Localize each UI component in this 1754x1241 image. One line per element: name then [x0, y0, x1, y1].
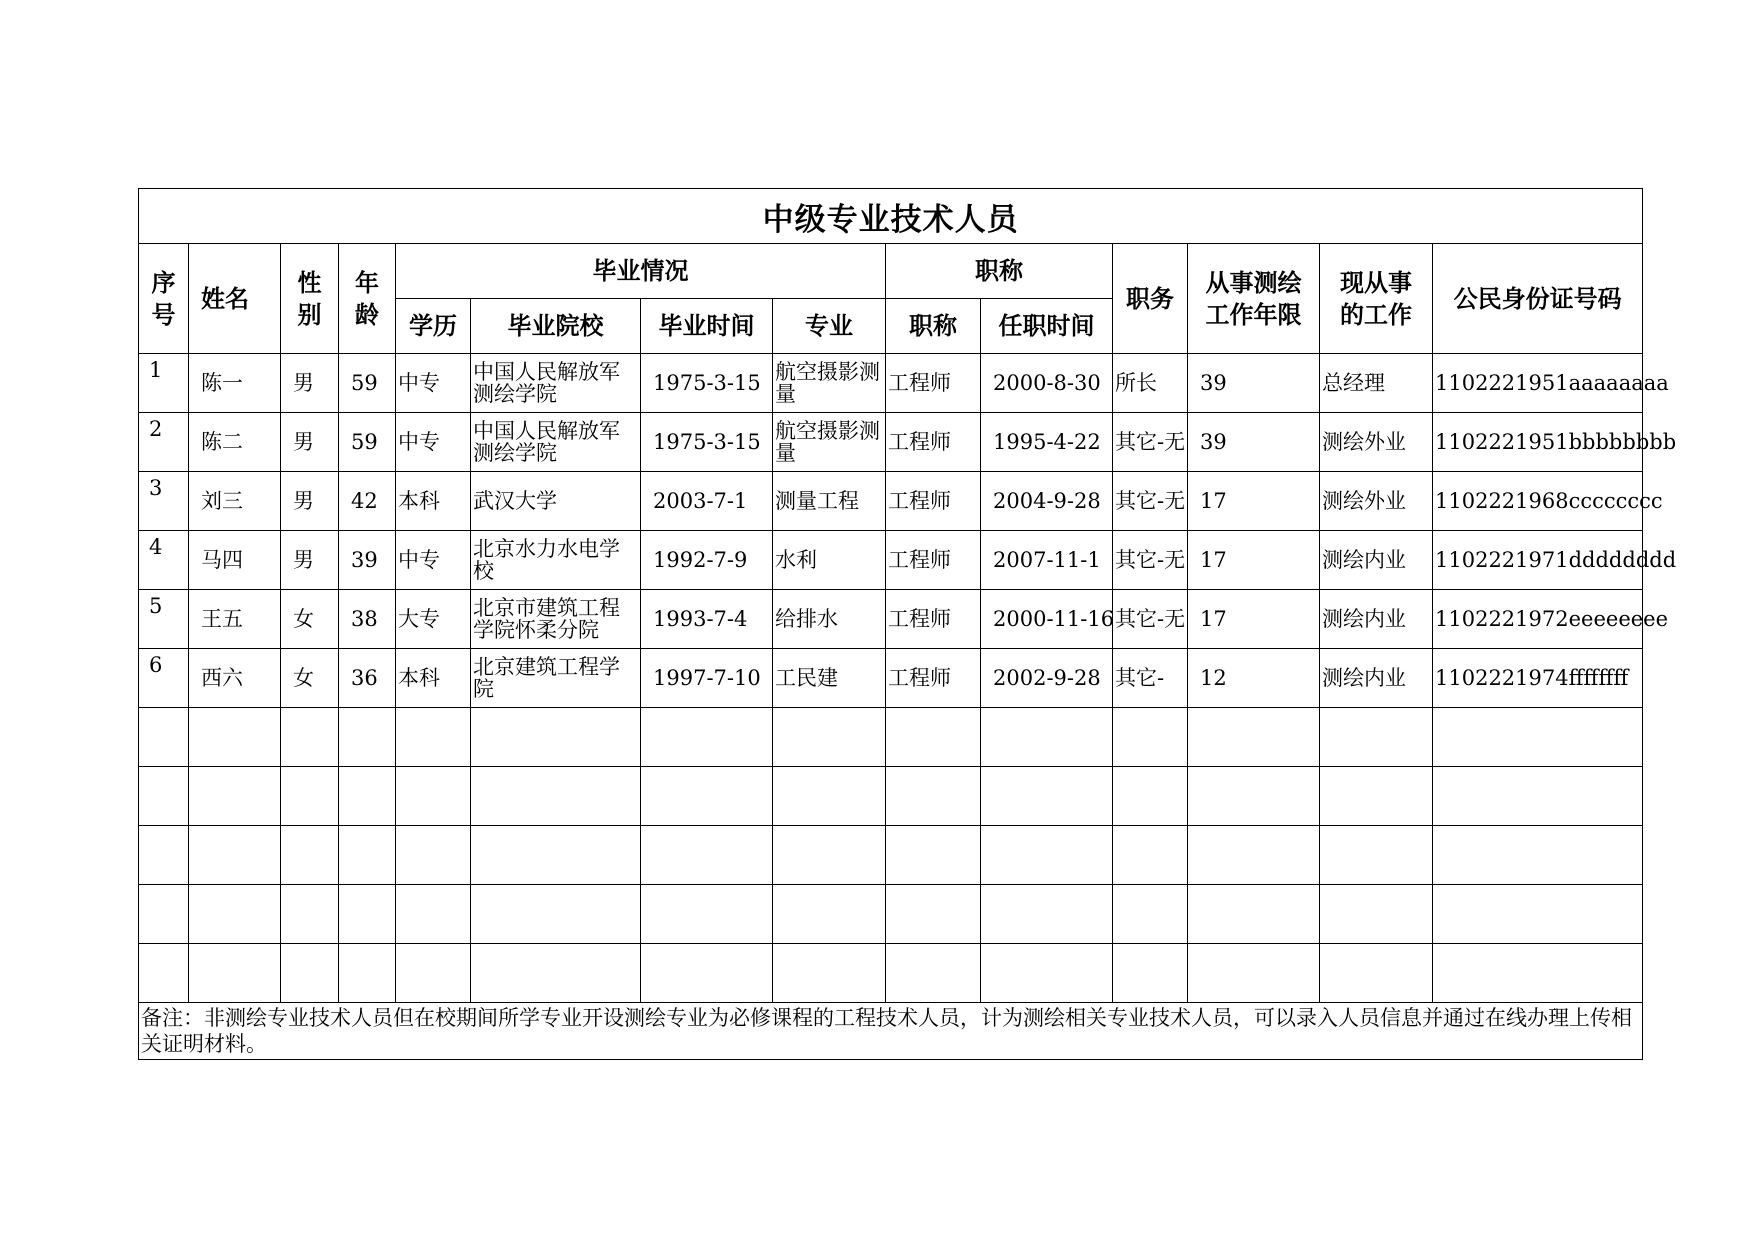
gender-cell	[281, 885, 339, 944]
education-cell: 中专	[396, 531, 471, 590]
major-cell: 给排水	[773, 590, 886, 649]
table-row	[139, 354, 1643, 413]
header-graduation-group: 毕业情况	[396, 244, 886, 299]
header-title-date: 任职时间	[981, 299, 1113, 354]
years-cell	[1188, 826, 1320, 885]
gender-cell: 男	[281, 354, 339, 413]
years-cell	[1188, 708, 1320, 767]
grad-date-cell	[641, 826, 773, 885]
years-cell	[1188, 944, 1320, 1003]
name-cell	[189, 944, 281, 1003]
empty-table-row	[139, 767, 1643, 826]
age-cell	[339, 767, 396, 826]
major-cell	[773, 885, 886, 944]
major-cell: 航空摄影测量	[773, 354, 886, 413]
years-cell: 17	[1188, 531, 1320, 590]
age-cell	[339, 944, 396, 1003]
id-number-cell	[1433, 826, 1643, 885]
position-cell: 其它-无	[1113, 472, 1188, 531]
title-date-cell: 2004-9-28	[981, 472, 1113, 531]
header-position: 职务	[1113, 244, 1188, 354]
school-cell: 中国人民解放军测绘学院	[471, 413, 641, 472]
education-cell: 本科	[396, 649, 471, 708]
school-cell	[471, 944, 641, 1003]
title-cell: 工程师	[886, 413, 981, 472]
gender-cell	[281, 944, 339, 1003]
seq-cell: 6	[139, 649, 189, 708]
current-work-cell: 测绘内业	[1320, 649, 1433, 708]
header-title: 职称	[886, 299, 981, 354]
gender-cell	[281, 767, 339, 826]
table-row	[139, 531, 1643, 590]
empty-table-row	[139, 826, 1643, 885]
name-cell: 王五	[189, 590, 281, 649]
major-cell	[773, 826, 886, 885]
major-cell: 航空摄影测量	[773, 413, 886, 472]
empty-table-row	[139, 708, 1643, 767]
name-cell	[189, 885, 281, 944]
current-work-cell	[1320, 826, 1433, 885]
title-cell	[886, 767, 981, 826]
header-age: 年龄	[339, 244, 396, 354]
title-date-cell	[981, 826, 1113, 885]
major-cell: 工民建	[773, 649, 886, 708]
name-cell: 陈一	[189, 354, 281, 413]
seq-cell	[139, 944, 189, 1003]
years-cell: 39	[1188, 354, 1320, 413]
current-work-cell: 测绘外业	[1320, 472, 1433, 531]
gender-cell	[281, 708, 339, 767]
title-cell: 工程师	[886, 531, 981, 590]
header-title-group: 职称	[886, 244, 1113, 299]
seq-cell	[139, 826, 189, 885]
header-education: 学历	[396, 299, 471, 354]
name-cell	[189, 708, 281, 767]
header-name: 姓名	[189, 244, 281, 354]
grad-date-cell: 1975-3-15	[641, 413, 773, 472]
id-number-cell	[1433, 885, 1643, 944]
gender-cell: 男	[281, 413, 339, 472]
years-cell: 17	[1188, 472, 1320, 531]
years-cell	[1188, 767, 1320, 826]
school-cell	[471, 708, 641, 767]
title-date-cell	[981, 944, 1113, 1003]
major-cell: 测量工程	[773, 472, 886, 531]
current-work-cell: 总经理	[1320, 354, 1433, 413]
seq-cell: 4	[139, 531, 189, 590]
grad-date-cell: 1975-3-15	[641, 354, 773, 413]
years-cell: 17	[1188, 590, 1320, 649]
position-cell	[1113, 944, 1188, 1003]
education-cell	[396, 826, 471, 885]
current-work-cell	[1320, 944, 1433, 1003]
years-cell	[1188, 885, 1320, 944]
position-cell: 所长	[1113, 354, 1188, 413]
current-work-cell	[1320, 885, 1433, 944]
school-cell: 北京市建筑工程学院怀柔分院	[471, 590, 641, 649]
education-cell	[396, 708, 471, 767]
name-cell: 陈二	[189, 413, 281, 472]
grad-date-cell: 1992-7-9	[641, 531, 773, 590]
name-cell: 马四	[189, 531, 281, 590]
header-gender: 性别	[281, 244, 339, 354]
age-cell: 59	[339, 413, 396, 472]
name-cell	[189, 826, 281, 885]
gender-cell: 女	[281, 590, 339, 649]
school-cell: 武汉大学	[471, 472, 641, 531]
grad-date-cell: 2003-7-1	[641, 472, 773, 531]
age-cell	[339, 708, 396, 767]
grad-date-cell	[641, 944, 773, 1003]
current-work-cell: 测绘外业	[1320, 413, 1433, 472]
title-cell	[886, 885, 981, 944]
id-number-cell	[1433, 944, 1643, 1003]
school-cell: 北京建筑工程学院	[471, 649, 641, 708]
age-cell: 59	[339, 354, 396, 413]
header-grad-date: 毕业时间	[641, 299, 773, 354]
seq-cell: 5	[139, 590, 189, 649]
position-cell: 其它-	[1113, 649, 1188, 708]
seq-cell: 3	[139, 472, 189, 531]
seq-cell: 2	[139, 413, 189, 472]
position-cell: 其它-无	[1113, 413, 1188, 472]
seq-cell	[139, 767, 189, 826]
empty-table-row	[139, 885, 1643, 944]
id-number-cell: 1102221974ffffffff	[1433, 649, 1643, 708]
position-cell	[1113, 767, 1188, 826]
gender-cell	[281, 826, 339, 885]
name-cell	[189, 767, 281, 826]
school-cell: 中国人民解放军测绘学院	[471, 354, 641, 413]
current-work-cell	[1320, 708, 1433, 767]
header-id-number: 公民身份证号码	[1433, 244, 1643, 354]
note-row	[139, 1003, 1643, 1060]
school-cell	[471, 767, 641, 826]
id-number-cell: 1102221968cccccccc	[1433, 472, 1643, 531]
current-work-cell	[1320, 767, 1433, 826]
age-cell: 36	[339, 649, 396, 708]
title-date-cell	[981, 708, 1113, 767]
seq-cell	[139, 708, 189, 767]
position-cell: 其它-无	[1113, 590, 1188, 649]
name-cell: 刘三	[189, 472, 281, 531]
position-cell	[1113, 885, 1188, 944]
age-cell	[339, 826, 396, 885]
school-cell	[471, 826, 641, 885]
header-school: 毕业院校	[471, 299, 641, 354]
school-cell	[471, 885, 641, 944]
gender-cell: 男	[281, 472, 339, 531]
education-cell: 本科	[396, 472, 471, 531]
table-row	[139, 472, 1643, 531]
header-major: 专业	[773, 299, 886, 354]
major-cell: 水利	[773, 531, 886, 590]
grad-date-cell: 1997-7-10	[641, 649, 773, 708]
years-cell: 12	[1188, 649, 1320, 708]
table-row	[139, 590, 1643, 649]
title-date-cell: 2007-11-1	[981, 531, 1113, 590]
id-number-cell	[1433, 708, 1643, 767]
education-cell	[396, 944, 471, 1003]
title-cell	[886, 826, 981, 885]
age-cell: 39	[339, 531, 396, 590]
education-cell: 大专	[396, 590, 471, 649]
table-row	[139, 649, 1643, 708]
education-cell	[396, 885, 471, 944]
title-cell	[886, 944, 981, 1003]
note-text: 备注：非测绘专业技术人员但在校期间所学专业开设测绘专业为必修课程的工程技术人员，计为测绘相关专业技术人员，可以录入人员信息并通过在线办理上传相关证明材料。	[139, 1003, 1643, 1060]
id-number-cell: 1102221971dddddddd	[1433, 531, 1643, 590]
seq-cell: 1	[139, 354, 189, 413]
page-title: 中级专业技术人员	[139, 189, 1643, 244]
title-date-cell: 2000-11-16	[981, 590, 1113, 649]
position-cell	[1113, 708, 1188, 767]
id-number-cell: 1102221972eeeeeeee	[1433, 590, 1643, 649]
school-cell: 北京水力水电学校	[471, 531, 641, 590]
title-cell: 工程师	[886, 354, 981, 413]
id-number-cell: 1102221951aaaaaaaa	[1433, 354, 1643, 413]
title-cell: 工程师	[886, 590, 981, 649]
age-cell	[339, 885, 396, 944]
empty-table-row	[139, 944, 1643, 1003]
title-cell: 工程师	[886, 649, 981, 708]
education-cell: 中专	[396, 354, 471, 413]
title-date-cell	[981, 767, 1113, 826]
header-years: 从事测绘工作年限	[1188, 244, 1320, 354]
major-cell	[773, 708, 886, 767]
title-date-cell: 2000-8-30	[981, 354, 1113, 413]
header-seq: 序号	[139, 244, 189, 354]
grad-date-cell	[641, 885, 773, 944]
table-row	[139, 413, 1643, 472]
seq-cell	[139, 885, 189, 944]
age-cell: 42	[339, 472, 396, 531]
position-cell: 其它-无	[1113, 531, 1188, 590]
title-date-cell: 2002-9-28	[981, 649, 1113, 708]
header-current-work: 现从事的工作	[1320, 244, 1433, 354]
title-cell: 工程师	[886, 472, 981, 531]
grad-date-cell	[641, 708, 773, 767]
current-work-cell: 测绘内业	[1320, 531, 1433, 590]
title-date-cell: 1995-4-22	[981, 413, 1113, 472]
age-cell: 38	[339, 590, 396, 649]
education-cell	[396, 767, 471, 826]
current-work-cell: 测绘内业	[1320, 590, 1433, 649]
grad-date-cell: 1993-7-4	[641, 590, 773, 649]
name-cell: 西六	[189, 649, 281, 708]
position-cell	[1113, 826, 1188, 885]
years-cell: 39	[1188, 413, 1320, 472]
major-cell	[773, 767, 886, 826]
gender-cell: 女	[281, 649, 339, 708]
title-cell	[886, 708, 981, 767]
id-number-cell: 1102221951bbbbbbbb	[1433, 413, 1643, 472]
gender-cell: 男	[281, 531, 339, 590]
major-cell	[773, 944, 886, 1003]
staff-table	[138, 188, 1677, 1060]
id-number-cell	[1433, 767, 1643, 826]
education-cell: 中专	[396, 413, 471, 472]
grad-date-cell	[641, 767, 773, 826]
title-date-cell	[981, 885, 1113, 944]
